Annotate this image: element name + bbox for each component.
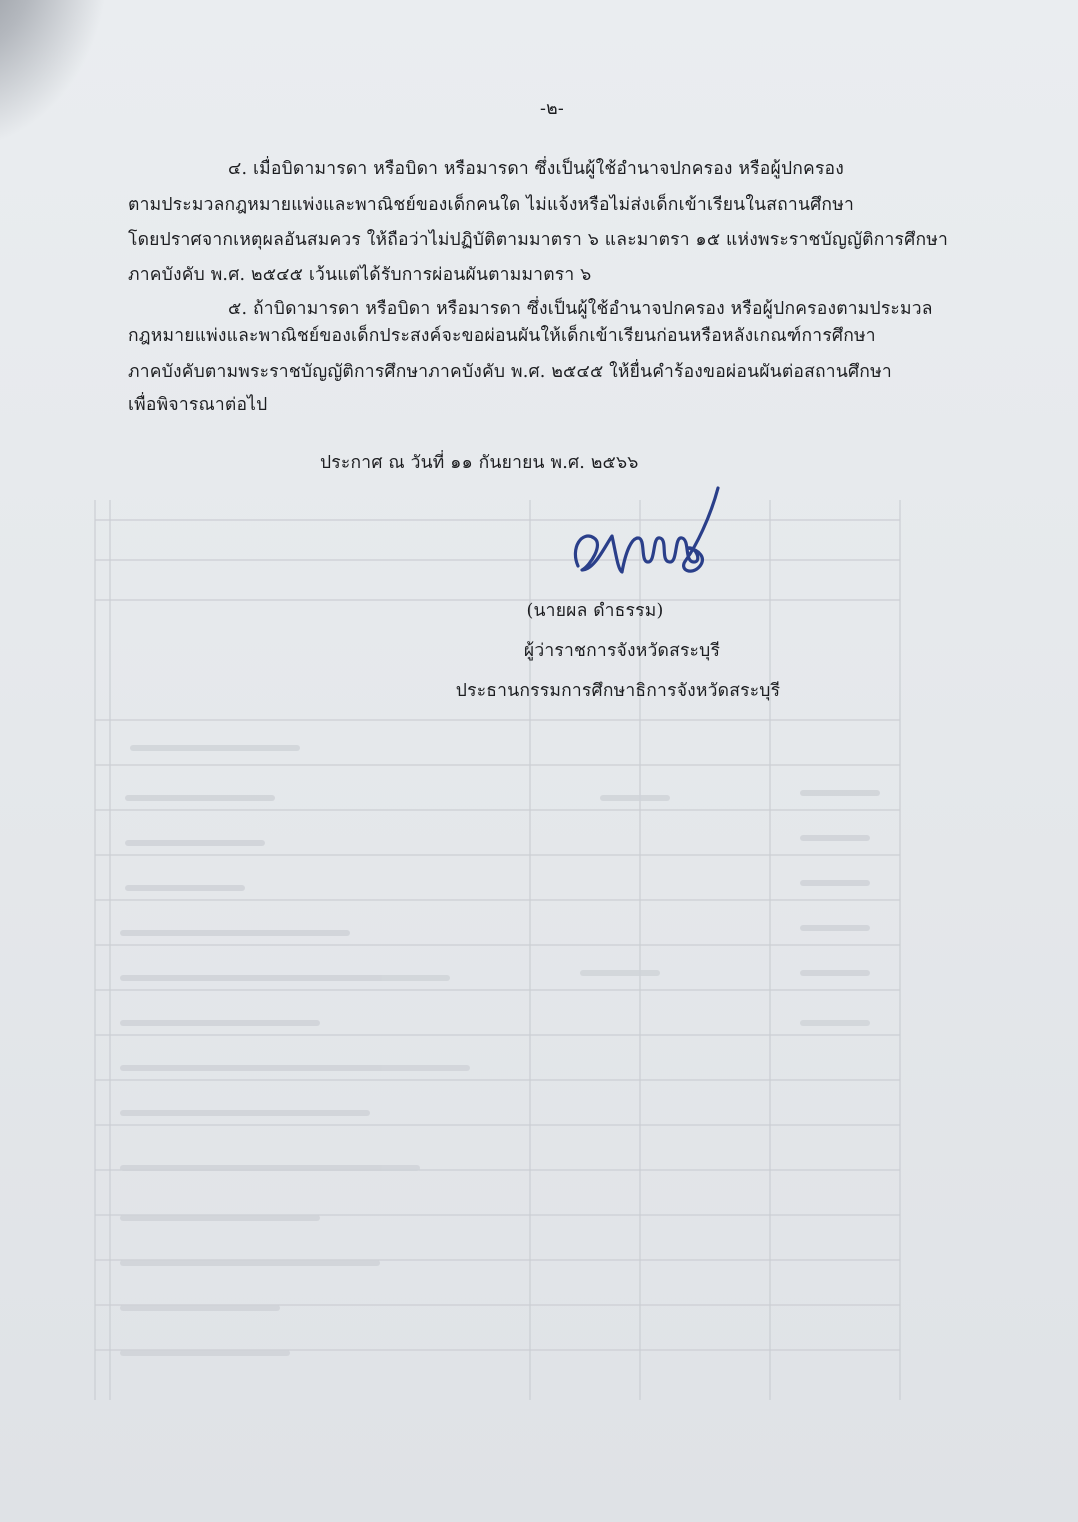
page-number: -๒- [540, 99, 564, 119]
para-4-line-1: ๔. เมื่อบิดามารดา หรือบิดา หรือมารดา ซึ่งเป็นผู้ใช้อำนาจปกครอง หรือผู้ปกครอง [228, 159, 845, 179]
para-5-line-1: ๕. ถ้าบิดามารดา หรือบิดา หรือมารดา ซึ่งเป็นผู้ใช้อำนาจปกครอง หรือผู้ปกครองตามประมวล [228, 299, 933, 319]
para-5-line-4: เพื่อพิจารณาต่อไป [128, 395, 268, 415]
para-5-line-3: ภาคบังคับตามพระราชบัญญัติการศึกษาภาคบังคับ พ.ศ. ๒๕๔๕ ให้ยื่นคำร้องขอผ่อนผันต่อสถานศึกษา [128, 362, 892, 382]
signer-title-governor: ผู้ว่าราชการจังหวัดสระบุรี [523, 641, 721, 661]
para-4-line-2: ตามประมวลกฎหมายแพ่งและพาณิชย์ของเด็กคนใด ไม่แจ้งหรือไม่ส่งเด็กเข้าเรียนในสถานศึกษา [128, 195, 854, 215]
para-4-line-4: ภาคบังคับ พ.ศ. ๒๕๔๕ เว้นแต่ได้รับการผ่อนผันตามมาตรา ๖ [128, 265, 592, 285]
para-4-line-3: โดยปราศจากเหตุผลอันสมควร ให้ถือว่าไม่ปฏิบัติตามมาตรา ๖ และมาตรา ๑๕ แห่งพระราชบัญญัติการศึกษา [128, 230, 949, 250]
signer-title-committee-chair: ประธานกรรมการศึกษาธิการจังหวัดสระบุรี [455, 681, 781, 701]
signer-name: (นายผล ดำธรรม) [526, 601, 664, 621]
para-5-line-2: กฎหมายแพ่งและพาณิชย์ของเด็กประสงค์จะขอผ่อนผันให้เด็กเข้าเรียนก่อนหรือหลังเกณฑ์การศึกษา [128, 326, 876, 346]
announce-date: ประกาศ ณ วันที่ ๑๑ กันยายน พ.ศ. ๒๕๖๖ [320, 453, 639, 473]
signature [560, 478, 750, 588]
